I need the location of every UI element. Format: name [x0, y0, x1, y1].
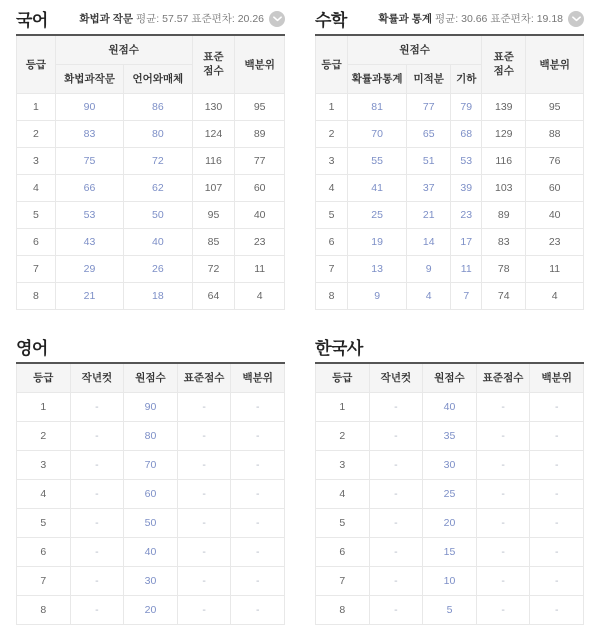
- percentile-cell: -: [530, 393, 584, 422]
- col-header-1: 작년컷: [70, 363, 124, 393]
- raw-score-cell: 55: [348, 147, 407, 174]
- raw-score-cell: 60: [124, 480, 178, 509]
- grade-cell: 7: [17, 255, 56, 282]
- raw-score-cell: 80: [124, 120, 192, 147]
- standard-score-cell: 103: [482, 174, 526, 201]
- standard-score-cell: 139: [482, 93, 526, 120]
- raw-score-cell: 68: [451, 120, 482, 147]
- col-header-subject-0: 확률과통계: [348, 64, 407, 93]
- standard-score-cell: -: [476, 509, 530, 538]
- grade-cell: 8: [17, 596, 71, 625]
- last-year-cut-cell: -: [70, 538, 124, 567]
- raw-score-cell: 21: [407, 201, 451, 228]
- col-header-percentile: 백분위: [235, 35, 285, 93]
- section-title: 영어: [16, 338, 48, 358]
- collapse-toggle-button[interactable]: [269, 11, 285, 27]
- table-row: [17, 422, 285, 451]
- table-row: [316, 282, 584, 309]
- percentile-cell: -: [231, 393, 285, 422]
- chevron-down-icon: [273, 16, 282, 22]
- col-header-grade: 등급: [17, 35, 56, 93]
- grade-cell: 3: [316, 147, 348, 174]
- grade-cell: 4: [316, 480, 370, 509]
- percentile-cell: -: [231, 480, 285, 509]
- standard-score-cell: 83: [482, 228, 526, 255]
- grade-cut-table-korean: [16, 34, 285, 310]
- raw-score-cell: 13: [348, 255, 407, 282]
- last-year-cut-cell: -: [70, 480, 124, 509]
- standard-score-cell: 89: [482, 201, 526, 228]
- percentile-cell: -: [530, 567, 584, 596]
- grade-cell: 5: [17, 201, 56, 228]
- last-year-cut-cell: -: [369, 393, 423, 422]
- grade-cell: 5: [17, 509, 71, 538]
- header-row-group: [316, 35, 584, 64]
- standard-score-cell: -: [177, 393, 231, 422]
- table-row: [316, 422, 584, 451]
- raw-score-cell: 5: [423, 596, 477, 625]
- standard-score-cell: 130: [192, 93, 235, 120]
- header-row: [316, 363, 584, 393]
- raw-score-cell: 72: [124, 147, 192, 174]
- col-header-0: 등급: [17, 363, 71, 393]
- standard-score-cell: 95: [192, 201, 235, 228]
- grade-cell: 2: [316, 422, 370, 451]
- raw-score-cell: 77: [407, 93, 451, 120]
- raw-score-cell: 62: [124, 174, 192, 201]
- table-row: [316, 480, 584, 509]
- col-header-raw-score-group: 원점수: [55, 35, 192, 64]
- standard-score-cell: -: [177, 538, 231, 567]
- raw-score-cell: 20: [423, 509, 477, 538]
- raw-score-cell: 30: [124, 567, 178, 596]
- raw-score-cell: 9: [407, 255, 451, 282]
- standard-score-cell: -: [177, 596, 231, 625]
- percentile-cell: -: [530, 480, 584, 509]
- raw-score-cell: 10: [423, 567, 477, 596]
- percentile-cell: 40: [526, 201, 584, 228]
- raw-score-cell: 43: [55, 228, 123, 255]
- table-row: [17, 393, 285, 422]
- last-year-cut-cell: -: [369, 451, 423, 480]
- standard-score-cell: 64: [192, 282, 235, 309]
- table-row: [316, 228, 584, 255]
- table-row: [17, 451, 285, 480]
- col-header-subject-0: 화법과작문: [55, 64, 123, 93]
- percentile-cell: -: [231, 538, 285, 567]
- raw-score-cell: 51: [407, 147, 451, 174]
- last-year-cut-cell: -: [369, 596, 423, 625]
- raw-score-cell: 20: [124, 596, 178, 625]
- grade-cell: 8: [17, 282, 56, 309]
- standard-score-cell: 85: [192, 228, 235, 255]
- standard-score-cell: 74: [482, 282, 526, 309]
- percentile-cell: 95: [526, 93, 584, 120]
- raw-score-cell: 90: [124, 393, 178, 422]
- grade-cell: 6: [316, 538, 370, 567]
- col-header-2: 원점수: [423, 363, 477, 393]
- grade-cell: 4: [17, 174, 56, 201]
- percentile-cell: 40: [235, 201, 285, 228]
- stats-values: 평균: 30.66 표준편차: 19.18: [435, 13, 563, 25]
- last-year-cut-cell: -: [70, 509, 124, 538]
- percentile-cell: 89: [235, 120, 285, 147]
- raw-score-cell: 41: [348, 174, 407, 201]
- col-header-grade: 등급: [316, 35, 348, 93]
- standard-score-cell: 124: [192, 120, 235, 147]
- raw-score-cell: 90: [55, 93, 123, 120]
- last-year-cut-cell: -: [70, 422, 124, 451]
- raw-score-cell: 4: [407, 282, 451, 309]
- raw-score-cell: 53: [55, 201, 123, 228]
- grade-cell: 5: [316, 509, 370, 538]
- grade-cut-table-math: [315, 34, 584, 310]
- table-row: [316, 567, 584, 596]
- raw-score-cell: 25: [348, 201, 407, 228]
- grade-cell: 3: [17, 147, 56, 174]
- last-year-cut-cell: -: [70, 567, 124, 596]
- table-row: [17, 480, 285, 509]
- table-row: [17, 255, 285, 282]
- percentile-cell: 95: [235, 93, 285, 120]
- standard-score-cell: -: [476, 596, 530, 625]
- last-year-cut-cell: -: [369, 422, 423, 451]
- raw-score-cell: 40: [423, 393, 477, 422]
- percentile-cell: 60: [526, 174, 584, 201]
- standard-score-cell: -: [476, 422, 530, 451]
- table-row: [316, 393, 584, 422]
- grade-cell: 3: [316, 451, 370, 480]
- grade-cell: 1: [17, 93, 56, 120]
- grade-cell: 2: [17, 120, 56, 147]
- table-row: [17, 282, 285, 309]
- table-row: [17, 174, 285, 201]
- percentile-cell: 88: [526, 120, 584, 147]
- tables-grid: [16, 6, 584, 625]
- table-row: [316, 147, 584, 174]
- header-row: [17, 363, 285, 393]
- table-row: [316, 509, 584, 538]
- table-row: [17, 147, 285, 174]
- col-header-subject-2: 기하: [451, 64, 482, 93]
- table-row: [17, 596, 285, 625]
- col-header-3: 표준점수: [177, 363, 231, 393]
- raw-score-cell: 21: [55, 282, 123, 309]
- collapse-toggle-button[interactable]: [568, 11, 584, 27]
- col-header-4: 백분위: [231, 363, 285, 393]
- grade-cell: 6: [316, 228, 348, 255]
- grade-cell: 8: [316, 596, 370, 625]
- standard-score-cell: -: [476, 538, 530, 567]
- table-row: [316, 255, 584, 282]
- grade-cell: 4: [17, 480, 71, 509]
- table-row: [316, 538, 584, 567]
- stats-values: 평균: 57.57 표준편차: 20.26: [136, 13, 264, 25]
- col-header-standard-score: 표준점수: [192, 35, 235, 93]
- standard-score-cell: 72: [192, 255, 235, 282]
- grade-cell: 5: [316, 201, 348, 228]
- col-header-4: 백분위: [530, 363, 584, 393]
- grade-cell: 8: [316, 282, 348, 309]
- percentile-cell: -: [530, 509, 584, 538]
- percentile-cell: -: [530, 422, 584, 451]
- raw-score-cell: 39: [451, 174, 482, 201]
- raw-score-cell: 50: [124, 509, 178, 538]
- table-row: [316, 201, 584, 228]
- col-header-2: 원점수: [124, 363, 178, 393]
- standard-score-cell: -: [177, 509, 231, 538]
- raw-score-cell: 17: [451, 228, 482, 255]
- standard-score-cell: 129: [482, 120, 526, 147]
- table-row: [316, 451, 584, 480]
- section-header: [16, 6, 285, 31]
- percentile-cell: -: [231, 422, 285, 451]
- raw-score-cell: 53: [451, 147, 482, 174]
- section-english: [16, 334, 285, 626]
- section-math: [315, 6, 584, 310]
- raw-score-cell: 26: [124, 255, 192, 282]
- chevron-down-icon: [572, 16, 581, 22]
- section-korean: [16, 6, 285, 310]
- table-row: [17, 567, 285, 596]
- raw-score-cell: 66: [55, 174, 123, 201]
- standard-score-cell: -: [476, 480, 530, 509]
- raw-score-cell: 9: [348, 282, 407, 309]
- raw-score-cell: 37: [407, 174, 451, 201]
- raw-score-cell: 70: [348, 120, 407, 147]
- percentile-cell: -: [530, 538, 584, 567]
- last-year-cut-cell: -: [369, 509, 423, 538]
- last-year-cut-cell: -: [369, 480, 423, 509]
- raw-score-cell: 81: [348, 93, 407, 120]
- section-title: 국어: [16, 11, 48, 30]
- raw-score-cell: 19: [348, 228, 407, 255]
- raw-score-cell: 11: [451, 255, 482, 282]
- table-row: [316, 596, 584, 625]
- section-header: [315, 334, 584, 359]
- standard-score-cell: -: [476, 567, 530, 596]
- table-row: [17, 228, 285, 255]
- last-year-cut-cell: -: [70, 393, 124, 422]
- raw-score-cell: 86: [124, 93, 192, 120]
- raw-score-cell: 23: [451, 201, 482, 228]
- raw-score-cell: 50: [124, 201, 192, 228]
- percentile-cell: -: [231, 451, 285, 480]
- raw-score-cell: 83: [55, 120, 123, 147]
- col-header-1: 작년컷: [369, 363, 423, 393]
- raw-score-cell: 18: [124, 282, 192, 309]
- grade-cell: 6: [17, 538, 71, 567]
- raw-score-cell: 75: [55, 147, 123, 174]
- raw-score-cell: 80: [124, 422, 178, 451]
- table-row: [17, 201, 285, 228]
- grade-cell: 6: [17, 228, 56, 255]
- stats-subject-label: 확률과 통계: [378, 13, 432, 25]
- percentile-cell: 11: [235, 255, 285, 282]
- raw-score-cell: 70: [124, 451, 178, 480]
- raw-score-cell: 40: [124, 228, 192, 255]
- col-header-subject-1: 미적분: [407, 64, 451, 93]
- standard-score-cell: -: [177, 451, 231, 480]
- section-history: [315, 334, 584, 626]
- raw-score-cell: 25: [423, 480, 477, 509]
- grade-cell: 7: [17, 567, 71, 596]
- header-row-group: [17, 35, 285, 64]
- standard-score-cell: 78: [482, 255, 526, 282]
- col-header-raw-score-group: 원점수: [348, 35, 482, 64]
- table-row: [17, 120, 285, 147]
- grade-cell: 2: [316, 120, 348, 147]
- percentile-cell: 4: [526, 282, 584, 309]
- grade-cut-table-history: [315, 362, 584, 626]
- percentile-cell: -: [530, 451, 584, 480]
- grade-cell: 2: [17, 422, 71, 451]
- standard-score-cell: -: [476, 451, 530, 480]
- standard-score-cell: -: [177, 480, 231, 509]
- col-header-0: 등급: [316, 363, 370, 393]
- raw-score-cell: 35: [423, 422, 477, 451]
- grade-cut-table-english: [16, 362, 285, 626]
- standard-score-cell: 116: [192, 147, 235, 174]
- table-row: [316, 120, 584, 147]
- standard-score-cell: -: [476, 393, 530, 422]
- last-year-cut-cell: -: [70, 451, 124, 480]
- grade-cell: 4: [316, 174, 348, 201]
- raw-score-cell: 14: [407, 228, 451, 255]
- grade-cell: 7: [316, 567, 370, 596]
- section-title: 수학: [315, 11, 347, 30]
- raw-score-cell: 29: [55, 255, 123, 282]
- percentile-cell: 11: [526, 255, 584, 282]
- percentile-cell: 23: [235, 228, 285, 255]
- col-header-3: 표준점수: [476, 363, 530, 393]
- last-year-cut-cell: -: [369, 538, 423, 567]
- percentile-cell: -: [231, 596, 285, 625]
- col-header-subject-1: 언어와매체: [124, 64, 192, 93]
- percentile-cell: 60: [235, 174, 285, 201]
- table-row: [17, 538, 285, 567]
- raw-score-cell: 15: [423, 538, 477, 567]
- percentile-cell: -: [231, 509, 285, 538]
- col-header-standard-score: 표준점수: [482, 35, 526, 93]
- stats-subject-label: 화법과 작문: [79, 13, 133, 25]
- col-header-percentile: 백분위: [526, 35, 584, 93]
- raw-score-cell: 30: [423, 451, 477, 480]
- section-header: [315, 6, 584, 31]
- exam-stats: [378, 11, 584, 27]
- percentile-cell: -: [530, 596, 584, 625]
- raw-score-cell: 40: [124, 538, 178, 567]
- percentile-cell: 76: [526, 147, 584, 174]
- raw-score-cell: 65: [407, 120, 451, 147]
- last-year-cut-cell: -: [369, 567, 423, 596]
- grade-cell: 1: [17, 393, 71, 422]
- exam-stats: [79, 11, 285, 27]
- grade-cell: 1: [316, 93, 348, 120]
- standard-score-cell: -: [177, 567, 231, 596]
- grade-cell: 7: [316, 255, 348, 282]
- grade-cell: 3: [17, 451, 71, 480]
- table-row: [316, 93, 584, 120]
- section-title: 한국사: [315, 338, 363, 358]
- standard-score-cell: -: [177, 422, 231, 451]
- percentile-cell: -: [231, 567, 285, 596]
- standard-score-cell: 116: [482, 147, 526, 174]
- grade-cell: 1: [316, 393, 370, 422]
- table-row: [316, 174, 584, 201]
- percentile-cell: 77: [235, 147, 285, 174]
- last-year-cut-cell: -: [70, 596, 124, 625]
- percentile-cell: 4: [235, 282, 285, 309]
- raw-score-cell: 7: [451, 282, 482, 309]
- section-header: [16, 334, 285, 359]
- standard-score-cell: 107: [192, 174, 235, 201]
- table-row: [17, 93, 285, 120]
- raw-score-cell: 79: [451, 93, 482, 120]
- percentile-cell: 23: [526, 228, 584, 255]
- table-row: [17, 509, 285, 538]
